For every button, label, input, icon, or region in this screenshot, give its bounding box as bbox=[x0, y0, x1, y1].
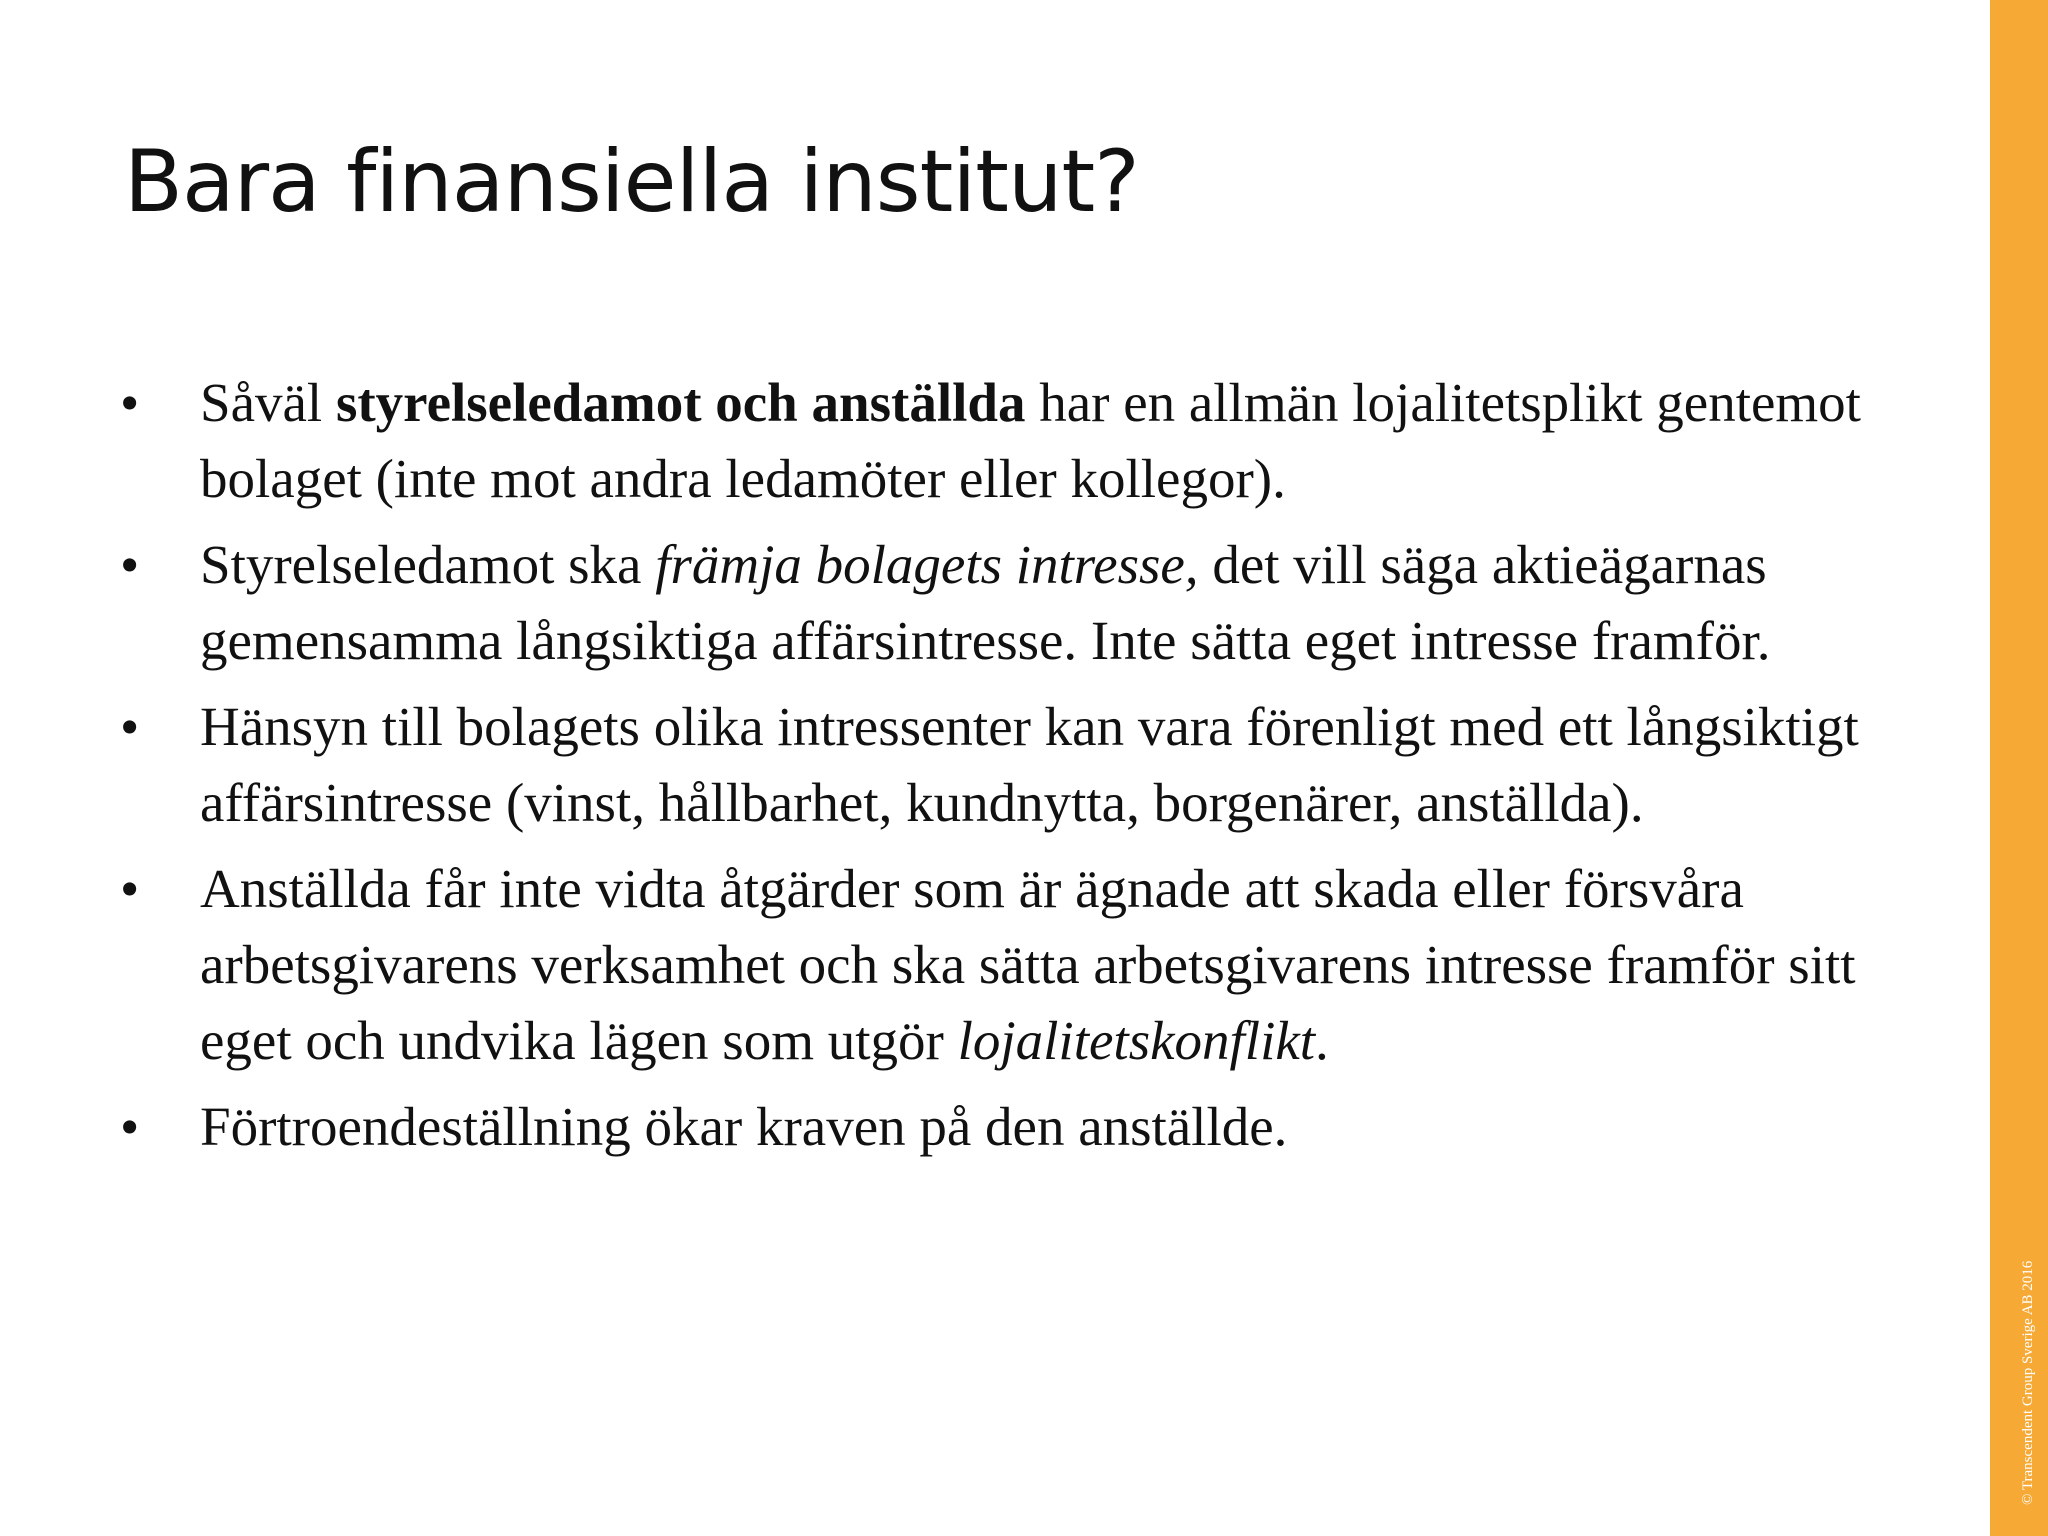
bullet-item bbox=[120, 1089, 1950, 1165]
bullet-list bbox=[120, 365, 1950, 1175]
bullet-text: Hänsyn till bolagets olika intressenter kan vara förenligt med ett långsiktigt affärsintresse (vinst, hållbarhet, kundnytta, borgenärer, anställda). bbox=[200, 696, 1859, 833]
bullet-text-italic: främja bolagets intresse, bbox=[655, 534, 1199, 595]
bullet-item bbox=[120, 527, 1950, 679]
bullet-text: Förtroendeställning ökar kraven på den anställde. bbox=[200, 1096, 1288, 1157]
bullet-item bbox=[120, 689, 1950, 841]
bullet-text-italic: lojalitetskonflikt bbox=[957, 1010, 1316, 1071]
bullet-dot: • bbox=[120, 858, 140, 919]
slide-title: Bara finansiella institut? bbox=[124, 132, 1139, 232]
bullet-dot: • bbox=[120, 534, 140, 595]
bullet-dot: • bbox=[120, 696, 140, 757]
copyright-text: © Transcendent Group Sverige AB 2016 bbox=[2020, 1260, 2036, 1505]
bullet-text: . bbox=[1315, 1010, 1329, 1071]
bullet-text: har en allmän lojalitetsplikt gentemot bolaget (inte mot andra ledamöter eller kollegor). bbox=[200, 372, 1861, 509]
bullet-text-bold: styrelseledamot och anställda bbox=[335, 372, 1026, 433]
bullet-item bbox=[120, 851, 1950, 1079]
bullet-item bbox=[120, 365, 1950, 517]
bullet-text: det vill säga aktieägarnas gemensamma långsiktiga affärsintresse. Inte sätta eget intresse framför. bbox=[200, 534, 1771, 671]
bullet-text: Anställda får inte vidta åtgärder som är ägnade att skada eller försvåra arbetsgivarens verksamhet och ska sätta arbetsgivarens intresse framför sitt eget och undvika lägen som utgör bbox=[200, 858, 1856, 1071]
bullet-dot: • bbox=[120, 1096, 140, 1157]
bullet-text: Styrelseledamot ska bbox=[200, 534, 656, 595]
bullet-text: Såväl bbox=[200, 372, 336, 433]
bullet-dot: • bbox=[120, 372, 140, 433]
